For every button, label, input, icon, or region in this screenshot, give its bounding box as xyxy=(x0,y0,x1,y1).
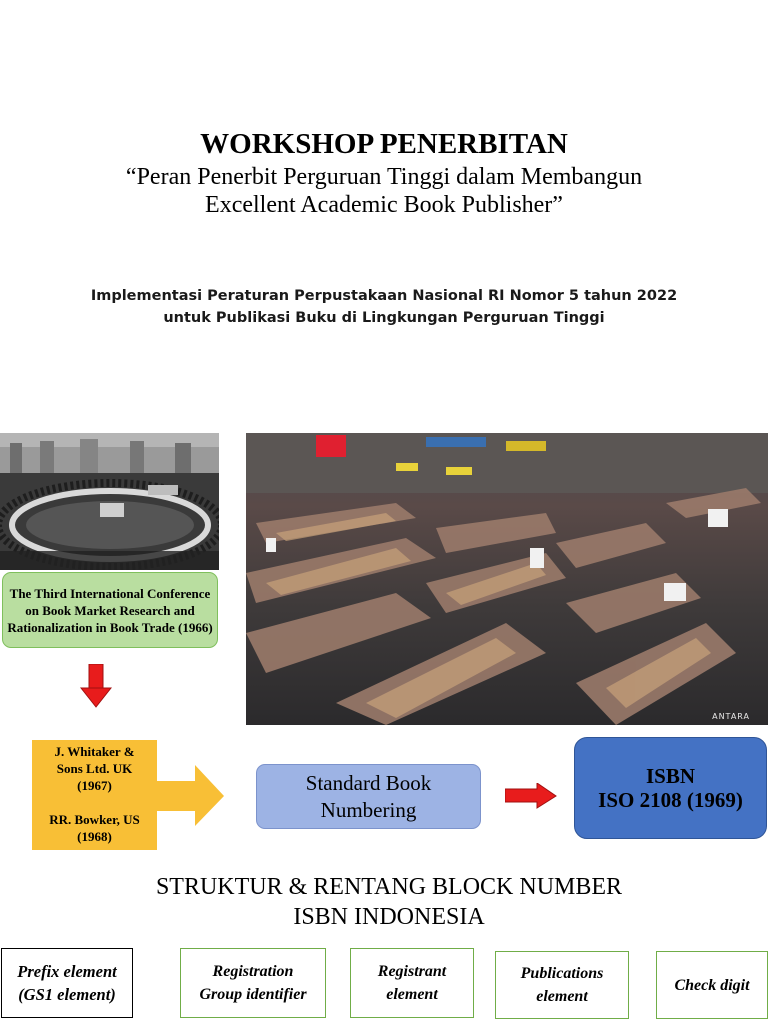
isbn-iso: ISO 2108 (1969) xyxy=(598,788,743,812)
standard-book-numbering-box xyxy=(256,764,481,829)
element-line: Check digit xyxy=(674,976,750,994)
element-line: Publications xyxy=(520,965,604,982)
implementation-line-1: Implementasi Peraturan Perpustakaan Nasional RI Nomor 5 tahun 2022 xyxy=(90,288,678,304)
element-line: (GS1 element) xyxy=(18,985,116,1004)
subtitle-line-1: “Peran Penerbit Perguruan Tinggi dalam Membangun xyxy=(125,164,643,190)
element-line: element xyxy=(386,986,438,1003)
isbn-label: ISBN xyxy=(645,764,696,788)
isbn-element-check-digit xyxy=(656,951,768,1019)
standard-line-2: Numbering xyxy=(320,797,417,822)
isbn-element-registration-group xyxy=(180,948,326,1018)
arrow-right-red-icon xyxy=(505,783,557,809)
photo-watermark: ANTARA xyxy=(712,712,750,721)
book-fair-illustration xyxy=(246,433,768,725)
isbn-element-prefix xyxy=(1,948,133,1018)
arrow-down-icon xyxy=(80,664,112,708)
element-line: Registration xyxy=(212,963,294,980)
element-line: Registrant xyxy=(377,963,447,980)
structure-heading-line-1: STRUKTUR & RENTANG BLOCK NUMBER xyxy=(155,874,623,900)
publishers-box xyxy=(32,740,157,850)
subtitle-line-2: Excellent Academic Book Publisher” xyxy=(205,192,563,218)
element-line: Prefix element xyxy=(17,962,117,981)
implementation-line-2: untuk Publikasi Buku di Lingkungan Perguruan Tinggi xyxy=(163,310,605,326)
isbn-element-registrant xyxy=(350,948,474,1018)
standard-line-1: Standard Book xyxy=(305,770,432,795)
isbn-element-publications xyxy=(495,951,629,1019)
publisher-bowker: RR. Bowker, US (1968) xyxy=(49,812,140,844)
publisher-whitaker: J. Whitaker & Sons Ltd. UK (1967) xyxy=(54,744,135,793)
conference-photo xyxy=(0,433,219,570)
element-line: Group identifier xyxy=(199,986,307,1003)
conference-text: The Third International Conference on Book Market Research and Rationalization in Book Trade (1966) xyxy=(7,585,213,635)
book-fair-photo xyxy=(246,433,768,725)
conference-box xyxy=(2,572,218,648)
isbn-box xyxy=(574,737,767,839)
conference-photo-illustration xyxy=(0,433,219,570)
arrow-right-icon xyxy=(150,765,226,827)
element-line: element xyxy=(536,988,588,1005)
slide-title: WORKSHOP PENERBITAN xyxy=(200,128,568,160)
structure-heading-line-2: ISBN INDONESIA xyxy=(293,904,485,930)
